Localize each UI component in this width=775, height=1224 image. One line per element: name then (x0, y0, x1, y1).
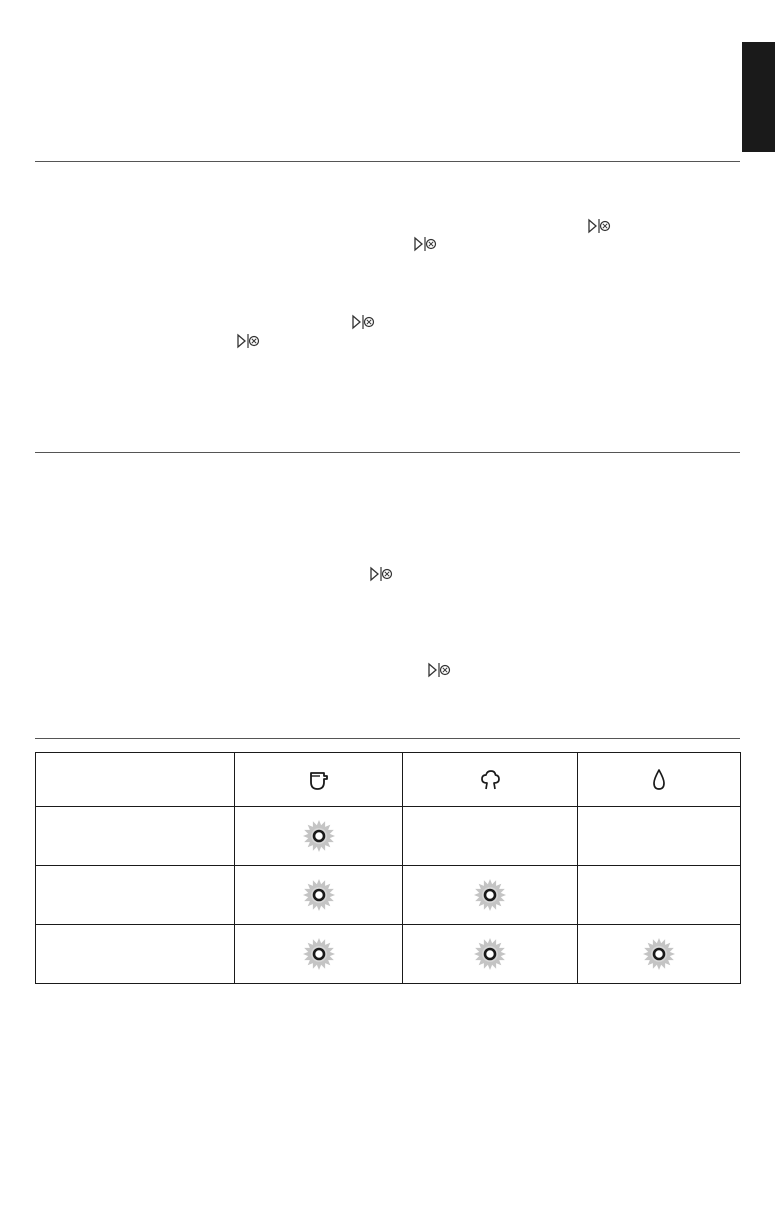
header-cell-cup (235, 753, 403, 807)
row-label-cell (36, 866, 235, 925)
drop-icon (646, 767, 672, 793)
light-cell (235, 866, 403, 925)
indicator-light-table (35, 752, 741, 984)
light-cell (403, 925, 578, 984)
table-header-row (36, 753, 741, 807)
light-cell (235, 807, 403, 866)
section-divider-2 (35, 452, 740, 453)
header-cell-blank (36, 753, 235, 807)
header-cell-drop (578, 753, 741, 807)
cup-icon (306, 767, 332, 793)
table-row (36, 925, 741, 984)
light-on-icon (473, 937, 507, 971)
light-cell (403, 807, 578, 866)
light-cell (578, 866, 741, 925)
play-stop-icon (236, 333, 260, 349)
light-cell (403, 866, 578, 925)
play-stop-icon (427, 662, 451, 678)
row-label-cell (36, 925, 235, 984)
play-stop-icon (351, 314, 375, 330)
play-stop-icon (369, 566, 393, 582)
table-row (36, 866, 741, 925)
steam-icon (477, 767, 503, 793)
light-on-icon (473, 878, 507, 912)
light-cell (578, 925, 741, 984)
header-cell-steam (403, 753, 578, 807)
light-on-icon (642, 937, 676, 971)
light-on-icon (302, 937, 336, 971)
light-on-icon (302, 878, 336, 912)
play-stop-icon (413, 236, 437, 252)
row-label-cell (36, 807, 235, 866)
play-stop-icon (587, 218, 611, 234)
light-cell (235, 925, 403, 984)
language-side-tab (742, 42, 775, 152)
table-row (36, 807, 741, 866)
section-divider-1 (35, 161, 740, 162)
light-cell (578, 807, 741, 866)
light-on-icon (302, 819, 336, 853)
section-divider-3 (35, 738, 740, 739)
